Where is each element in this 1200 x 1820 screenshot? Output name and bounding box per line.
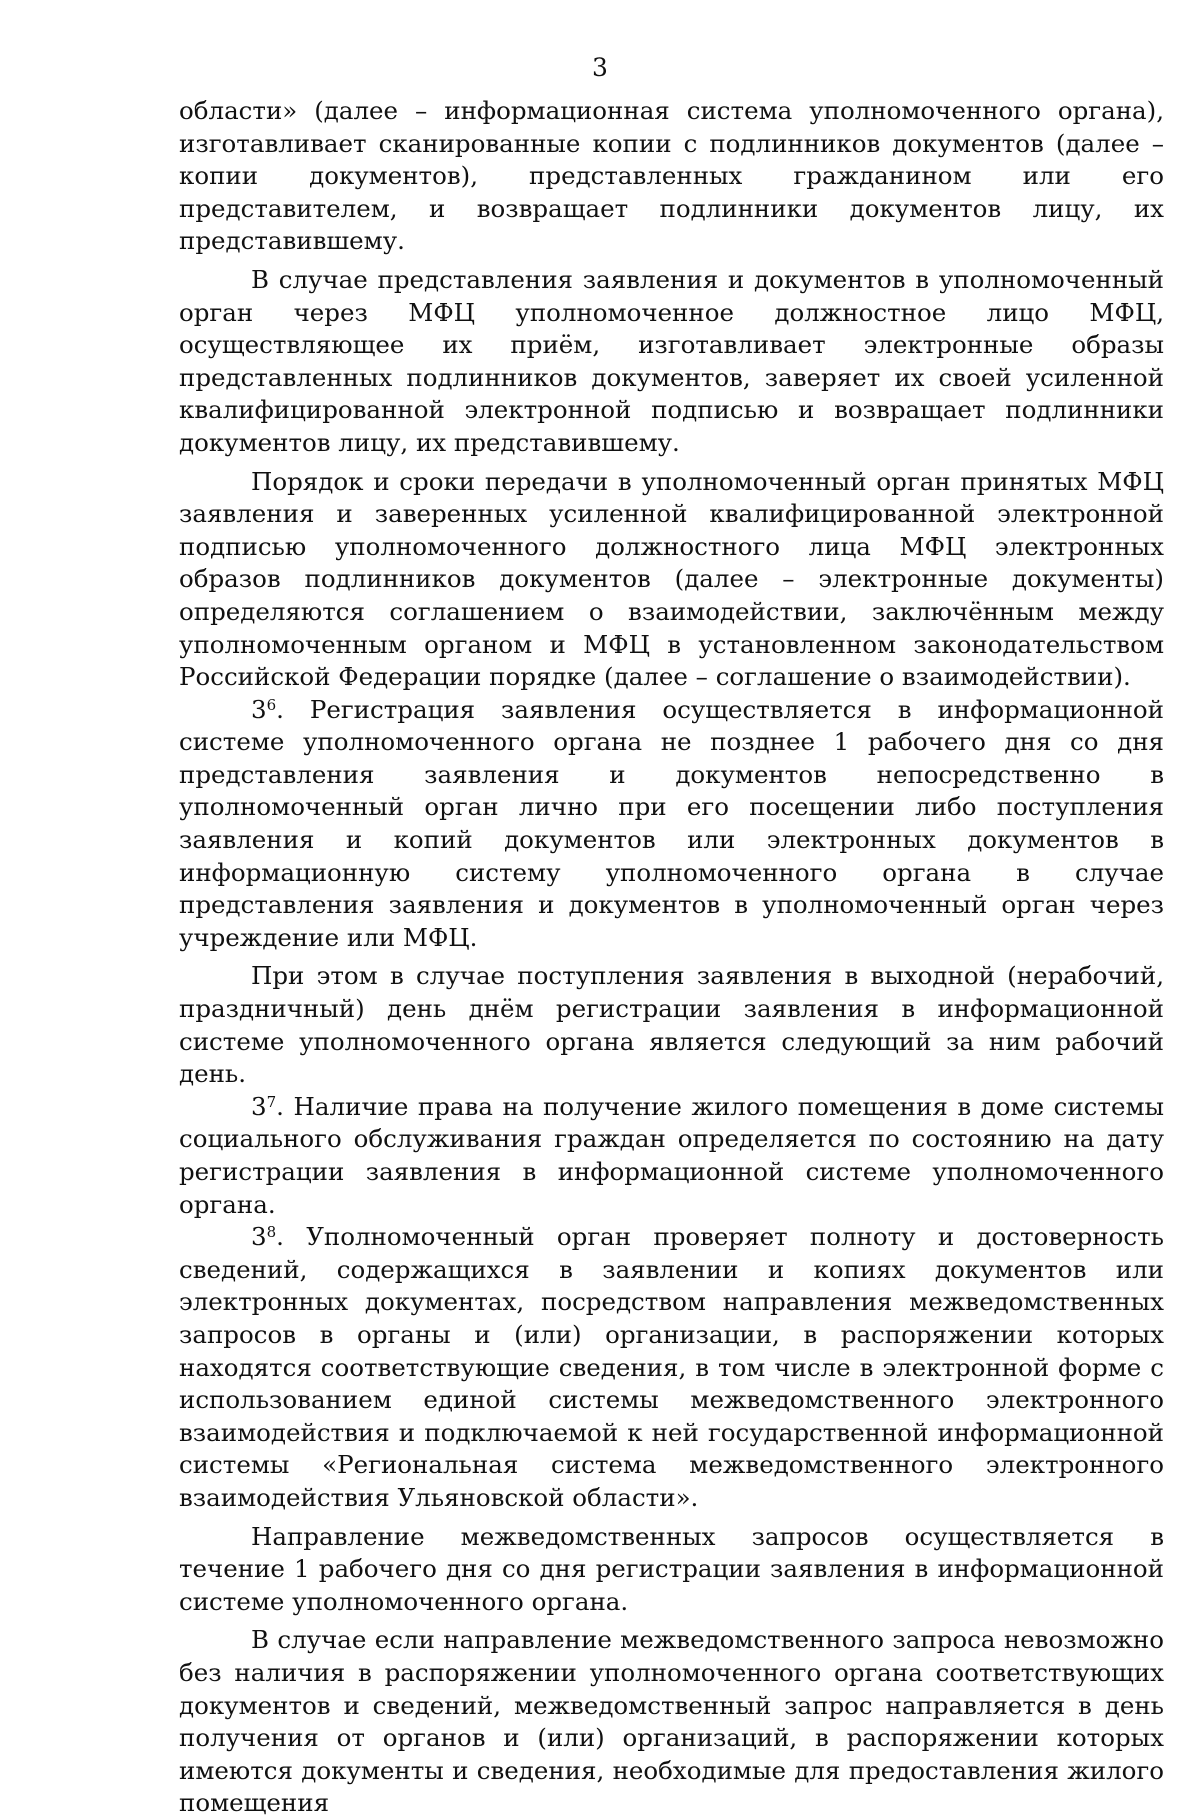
paragraph-5: При этом в случае поступления заявления в выходной (нерабочий, праздничный) день днём регистрации заявления в информационной системе уполномоченного органа является следующий за ним рабочий день. — [179, 961, 1164, 1089]
paragraph-1: области» (далее – информационная система уполномоченного органа), изготавливает сканированные копии с подлинников документов (далее – копии документов), представленных гражданином или его представителем, и возвращает подлинники документов лицу, их представившему. — [179, 96, 1164, 256]
paragraph-clause-3-8: $3^8$. Уполномоченный орган проверяет полноту и достоверность сведений, содержащихся в заявлении и копиях документов или электронных документах, посредством направления межведомственных запросов в органы и (или) организации, в распоряжении которых находятся соответствующие сведения, в том числе в электронной форме с использованием единой системы межведомственного электронного взаимодействия и подключаемой к ней государственной информационной системы «Региональная система межведомственного электронного взаимодействия Ульяновской области». — [179, 1222, 1164, 1512]
page-number: 3 — [592, 53, 608, 82]
clause-number: $3^7$ — [251, 1091, 277, 1121]
paragraph-clause-3-6: $3^6$. Регистрация заявления осуществляется в информационной системе уполномоченного органа не позднее 1 рабочего дня со дня представления заявления и документов непосредственно в уполномоченный орган лично при его посещении либо поступления заявления и копий документов или электронных документов в информационную систему уполномоченного органа в случае представления заявления и документов в уполномоченный орган через учреждение или МФЦ. — [179, 694, 1164, 952]
clause-number: $3^8$ — [251, 1222, 277, 1252]
clause-number: $3^6$ — [251, 694, 277, 724]
paragraph-8: Направление межведомственных запросов осуществляется в течение 1 рабочего дня со дня регистрации заявления в информационной системе уполномоченного органа. — [179, 1521, 1164, 1616]
paragraph-2: В случае представления заявления и документов в уполномоченный орган через МФЦ уполномоченное должностное лицо МФЦ, осуществляющее их приём, изготавливает электронные образы представленных подлинников документов, заверяет их своей усиленной квалифицированной электронной подписью и возвращает подлинники документов лицу, их представившему. — [179, 264, 1164, 457]
paragraph-clause-3-7: $3^7$. Наличие права на получение жилого помещения в доме системы социального обслуживания граждан определяется по состоянию на дату регистрации заявления в информационной системе уполномоченного органа. — [179, 1091, 1164, 1219]
body-text — [179, 95, 1164, 1820]
paragraph-9: В случае если направление межведомственного запроса невозможно без наличия в распоряжении уполномоченного органа соответствующих документов и сведений, межведомственный запрос направляется в день получения от органов и (или) организаций, в распоряжении которых имеются документы и сведения, необходимые для предоставления жилого помещения — [179, 1625, 1164, 1818]
paragraph-3: Порядок и сроки передачи в уполномоченный орган принятых МФЦ заявления и заверенных усиленной квалифицированной электронной подписью уполномоченного должностного лица МФЦ электронных образов подлинников документов (далее – электронные документы) определяются соглашением о взаимодействии, заключённым между уполномоченным органом и МФЦ в установленном законодательством Российской Федерации порядке (далее – соглашение о взаимодействии). — [179, 466, 1164, 692]
